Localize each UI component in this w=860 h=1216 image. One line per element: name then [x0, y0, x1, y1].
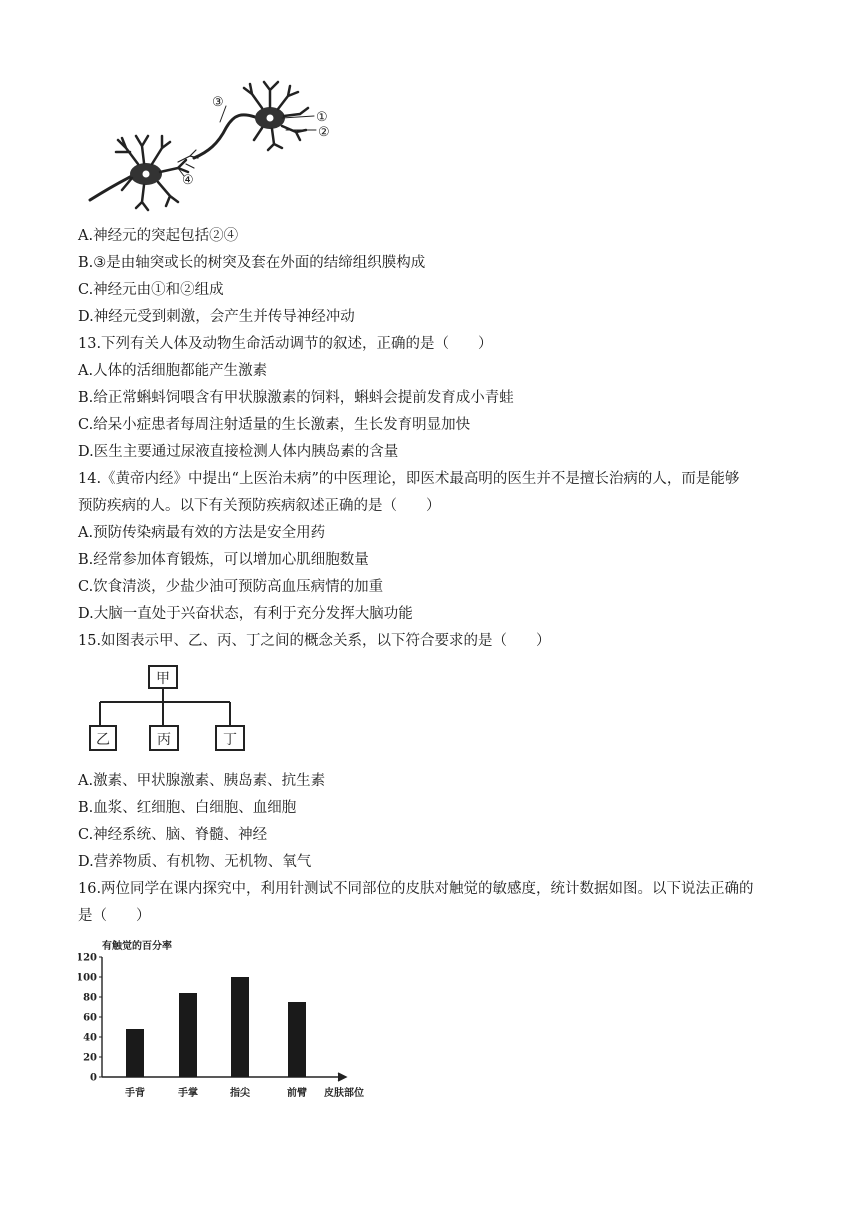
q14-option-a: A.预防传染病最有效的方法是安全用药 — [78, 525, 326, 541]
q13-option-d: D.医生主要通过尿液直接检测人体内胰岛素的含量 — [78, 444, 399, 460]
neuron-figure — [86, 78, 346, 218]
q14-option-c: C.饮食清淡，少盐少油可预防高血压病情的加重 — [78, 579, 384, 595]
q15-option-c: C.神经系统、脑、脊髓、神经 — [78, 827, 268, 843]
concept-tree-diagram — [88, 662, 258, 758]
tree-child-label-3: 丁 — [223, 732, 237, 748]
x-tick-label-0: 手背 — [125, 1088, 145, 1099]
tree-child-label-1: 乙 — [96, 732, 110, 748]
y-tick-label-5: 100 — [78, 972, 97, 984]
bar-1 — [179, 993, 197, 1077]
q12-option-c: C.神经元由①和②组成 — [78, 282, 224, 298]
q15-stem: 15.如图表示甲、乙、丙、丁之间的概念关系，以下符合要求的是（ ） — [78, 633, 551, 649]
chart-ylabel: 有触觉的百分率 — [102, 941, 172, 952]
touch-sensitivity-chart — [78, 935, 378, 1105]
q13-option-b: B.给正常蝌蚪饲喂含有甲状腺激素的饲料，蝌蚪会提前发育成小青蛙 — [78, 390, 514, 406]
q14-option-d: D.大脑一直处于兴奋状态，有利于充分发挥大脑功能 — [78, 606, 413, 622]
q14-stem-line1: 14.《黄帝内经》中提出“上医治未病”的中医理论，即医术最高明的医生并不是擅长治病的人，而是能够 — [78, 471, 740, 487]
q13-option-c: C.给呆小症患者每周注射适量的生长激素，生长发育明显加快 — [78, 417, 471, 433]
tree-root-label: 甲 — [156, 671, 170, 687]
neuron-label-4: ④ — [182, 173, 194, 188]
q15-option-d: D.营养物质、有机物、无机物、氧气 — [78, 854, 312, 870]
q14-stem-line2: 预防疾病的人。以下有关预防疾病叙述正确的是（ ） — [78, 498, 441, 514]
bar-3 — [288, 1002, 306, 1077]
y-tick-label-1: 20 — [83, 1052, 97, 1064]
x-axis-arrow — [338, 1073, 346, 1081]
q12-option-b: B.③是由轴突或长的树突及套在外面的结缔组织膜构成 — [78, 255, 426, 271]
q15-option-a: A.激素、甲状腺激素、胰岛素、抗生素 — [78, 773, 326, 789]
neuron-label-3: ③ — [212, 95, 224, 110]
q15-option-b: B.血浆、红细胞、白细胞、血细胞 — [78, 800, 297, 816]
x-tick-label-1: 手掌 — [178, 1088, 198, 1099]
bar-0 — [126, 1029, 144, 1077]
y-tick-label-4: 80 — [83, 992, 97, 1004]
neuron-label-2: ② — [318, 125, 330, 140]
y-tick-label-6: 120 — [78, 952, 97, 964]
y-tick-label-3: 60 — [83, 1012, 97, 1024]
q16-stem-line1: 16.两位同学在课内探究中，利用针测试不同部位的皮肤对触觉的敏感度，统计数据如图。以下说法正确的 — [78, 881, 754, 897]
tree-child-label-2: 丙 — [157, 732, 171, 748]
q16-stem-line2: 是（ ） — [78, 908, 151, 924]
y-tick-label-0: 0 — [90, 1072, 97, 1084]
chart-xlabel: 皮肤部位 — [324, 1088, 364, 1099]
q13-option-a: A.人体的活细胞都能产生激素 — [78, 363, 268, 379]
x-tick-label-3: 前臂 — [287, 1088, 307, 1099]
y-tick-label-2: 40 — [83, 1032, 97, 1044]
bar-2 — [231, 977, 249, 1077]
q12-option-a: A.神经元的突起包括②④ — [78, 228, 239, 244]
q14-option-b: B.经常参加体育锻炼，可以增加心肌细胞数量 — [78, 552, 369, 568]
q12-option-d: D.神经元受到刺激，会产生并传导神经冲动 — [78, 309, 355, 325]
neuron-label-1: ① — [316, 110, 328, 125]
x-tick-label-2: 指尖 — [230, 1088, 250, 1099]
q13-stem: 13.下列有关人体及动物生命活动调节的叙述，正确的是（ ） — [78, 336, 493, 352]
